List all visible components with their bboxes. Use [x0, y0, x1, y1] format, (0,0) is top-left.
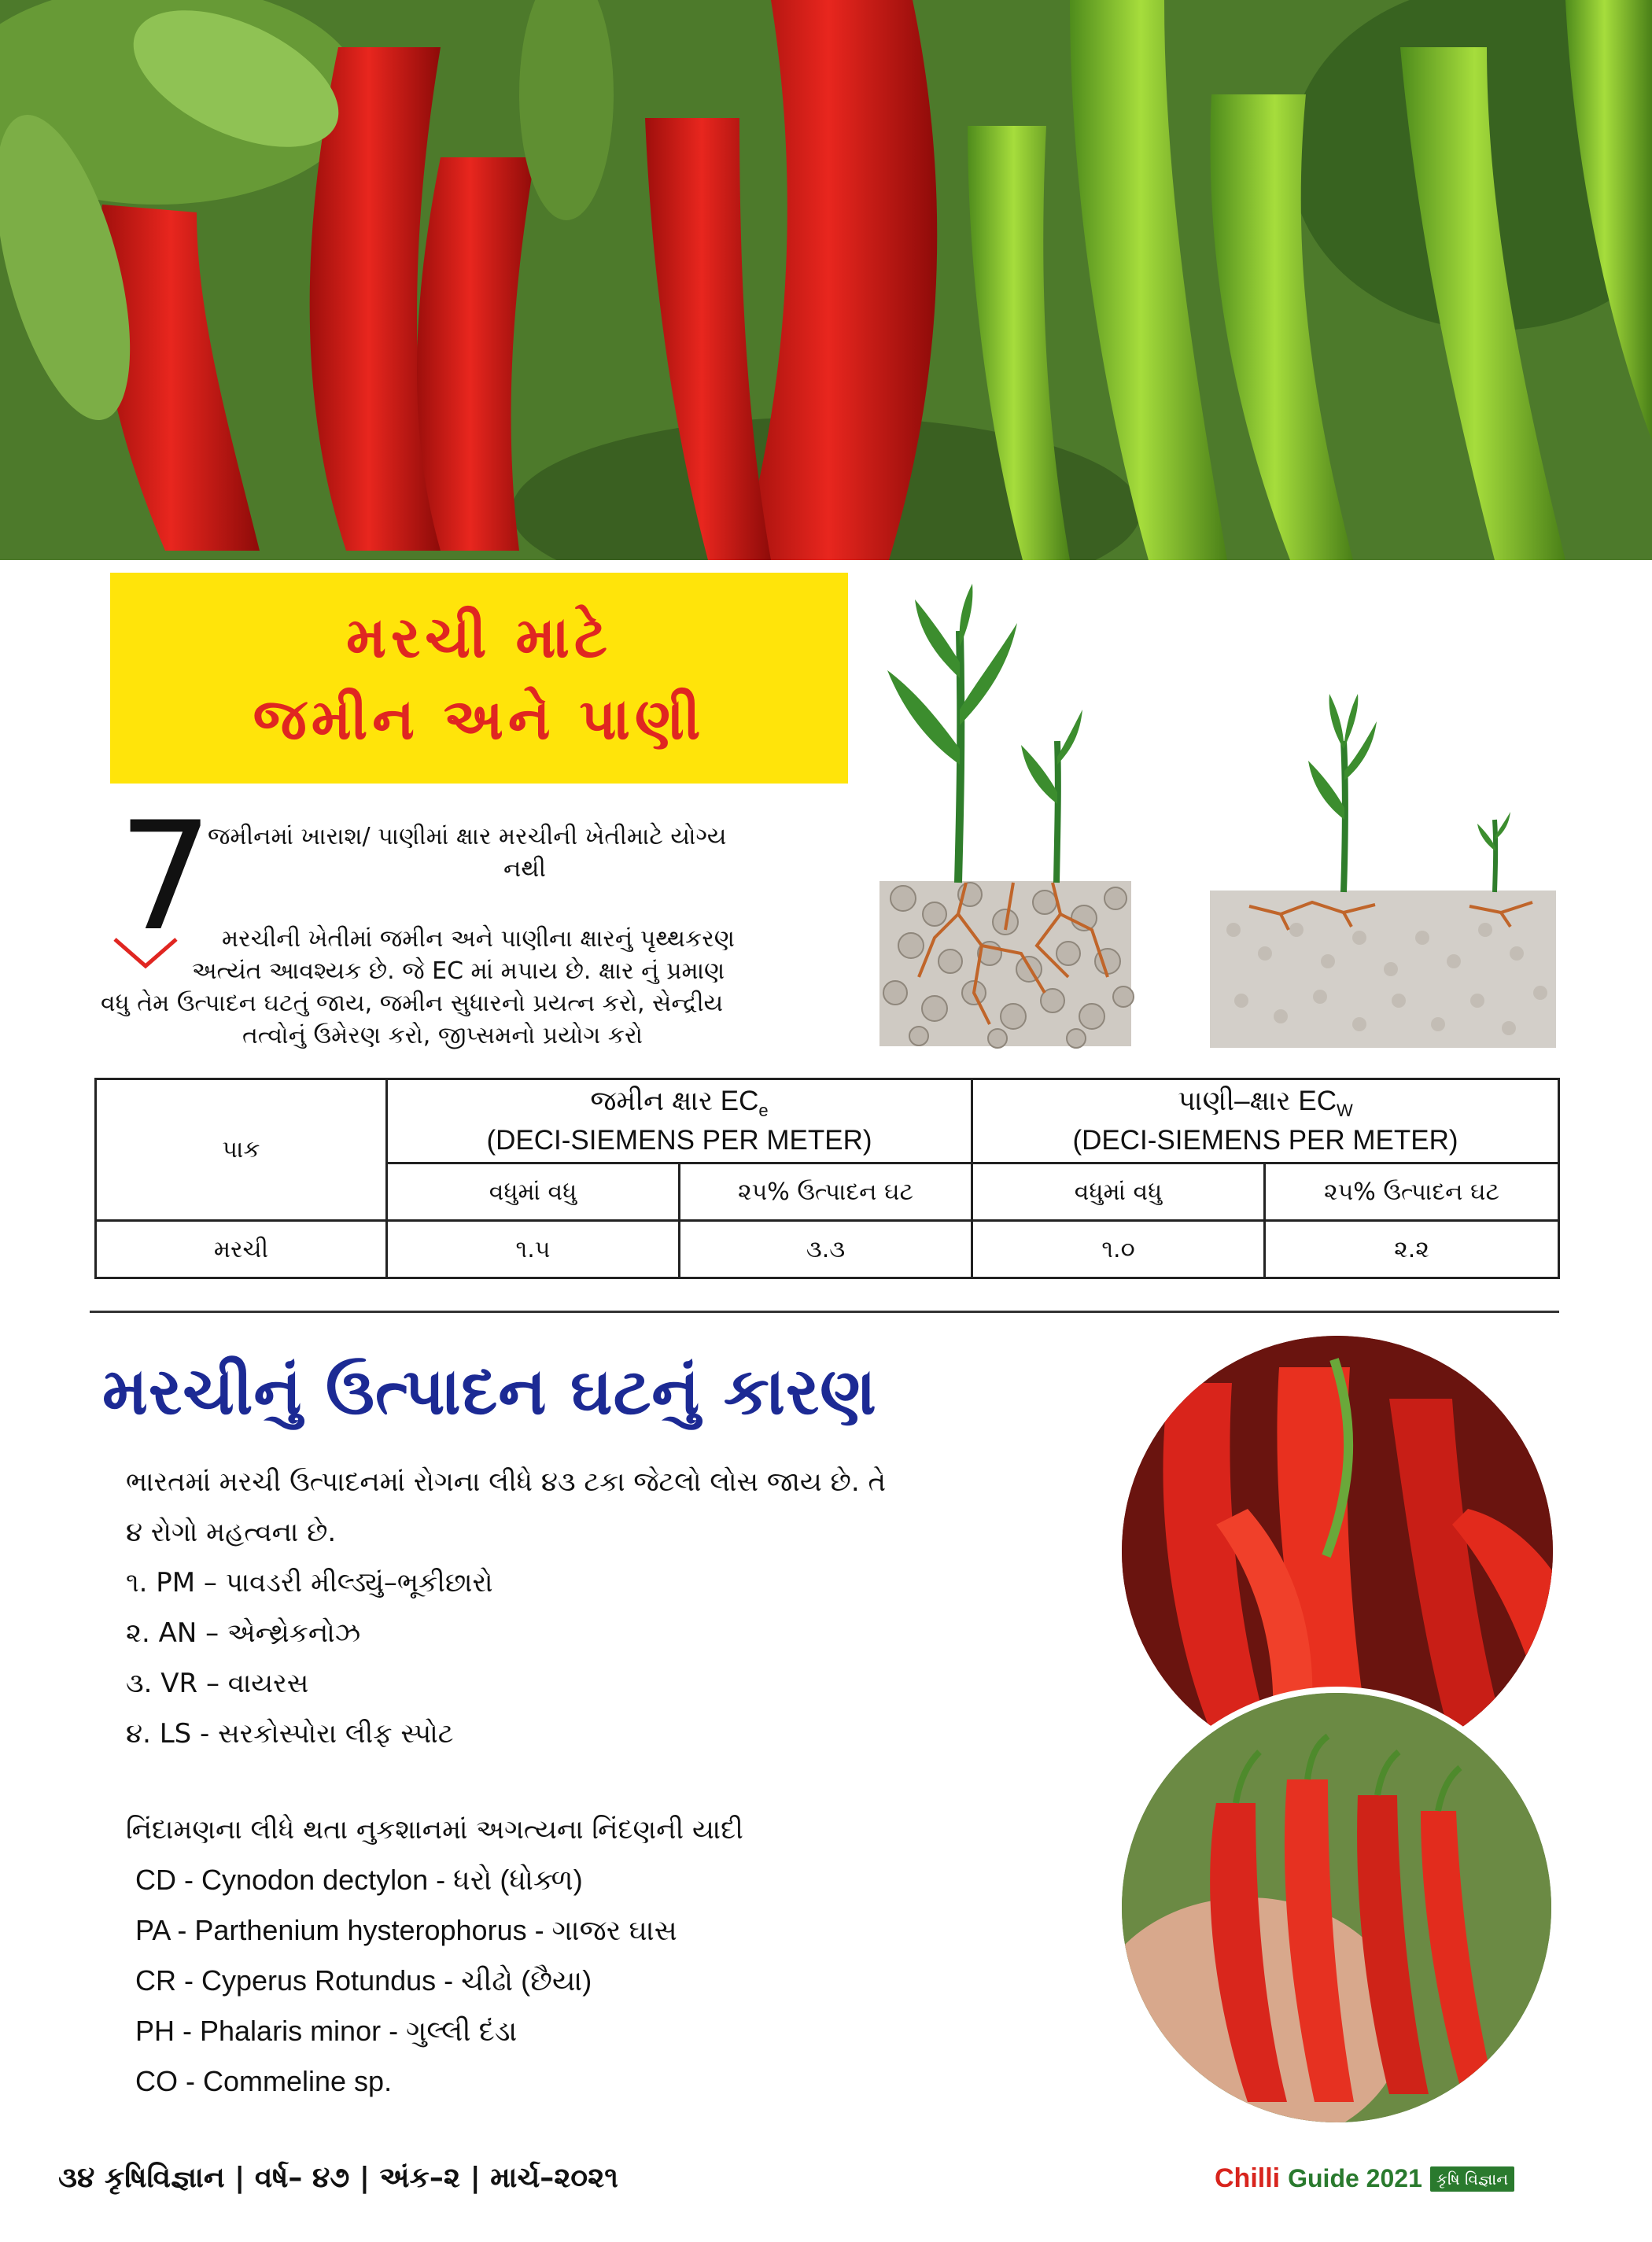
section-title: મરચીનું ઉત્પાદન ઘટનું કારણ [102, 1355, 877, 1429]
table-subheader: વધુમાં વધુ [972, 1163, 1265, 1221]
table-cell: ૨.૨ [1265, 1221, 1559, 1278]
weed-item: CO - Commeline sp. [135, 2065, 393, 2097]
weed-item: CR - Cyperus Rotundus - ચીઢો (છૈયા) [135, 1964, 592, 1997]
intro-line: નથી [503, 855, 546, 883]
footer-brand [1215, 2163, 1514, 2194]
intro-line: જમીનમાં ખારાશ/ પાણીમાં ક્ષાર મરચીની ખેતીમાટે યોગ્ય [208, 823, 727, 850]
soil-salinity-illustration [872, 584, 1561, 1056]
disease-item: ૧. PM – પાવડરી મીલ્ડ્યું–ભૂકીછારો [126, 1567, 493, 1599]
disease-item: ૩. VR – વાયરસ [126, 1668, 309, 1699]
title-line-2: જમીન અને પાણી [253, 685, 706, 752]
title-line-1: મરચી માટે [346, 603, 612, 670]
table-subheader: ૨૫% ઉત્પાદન ઘટ [1265, 1163, 1559, 1221]
weed-item: PA - Parthenium hysterophorus - ગાજર ઘાસ [135, 1914, 677, 1946]
ec-table [94, 1078, 1560, 1279]
table-header-crop: પાક [96, 1079, 387, 1221]
weed-item: CD - Cynodon dectylon - ધરો (ધોક્ળ) [135, 1864, 583, 1896]
intro-line: મરચીની ખેતીમાં જમીન અને પાણીના ક્ષારનું પૃથ્થકરણ [222, 925, 735, 953]
table-header-water: પાણી–ક્ષાર $EC_W$ (DECI-SIEMENS PER METER) [972, 1079, 1559, 1163]
chevron-down-icon [110, 935, 181, 974]
large-number: 7 [118, 790, 213, 964]
table-row [96, 1221, 1559, 1278]
intro-line: તત્વોનું ઉમેરણ કરો, જીપ્સમનો પ્રયોગ કરો [242, 1022, 643, 1049]
publication-logo: કૃષિ વિજ્ઞાન [1430, 2166, 1514, 2192]
intro-line: વધુ તેમ ઉત્પાદન ઘટતું જાય, જમીન સુધારનો પ્રયત્ન કરો, સેન્દ્રીય [101, 990, 724, 1017]
weed-item: PH - Phalaris minor - ગુલ્લી દંડા [135, 2015, 518, 2047]
table-cell: ૩.૩ [680, 1221, 972, 1278]
disease-item: ૪. LS - સરકોસ્પોરા લીફ સ્પોટ [126, 1718, 454, 1750]
table-cell-crop: મરચી [96, 1221, 387, 1278]
paragraph-line: ભારતમાં મરચી ઉત્પાદનમાં રોગના લીધે ૪૩ ટકા જેટલો લોસ જાય છે. તે [126, 1466, 886, 1498]
page-footer: ૩૪ કૃષિવિજ્ઞાન | વર્ષ– ૪૭ | અંક–૨ | માર્ચ–૨૦૨૧ [58, 2162, 618, 2194]
table-cell: ૧.૦ [972, 1221, 1265, 1278]
table-subheader: ૨૫% ઉત્પાદન ઘટ [680, 1163, 972, 1221]
table-cell: ૧.૫ [387, 1221, 680, 1278]
brand-chilli: Chilli [1215, 2163, 1281, 2193]
disease-item: ૨. AN – એન્થ્રેકનોઝ [126, 1617, 361, 1649]
section-divider [90, 1311, 1559, 1313]
paragraph-line: ૪ રોગો મહત્વના છે. [126, 1517, 337, 1548]
table-subheader: વધુમાં વધુ [387, 1163, 680, 1221]
table-header-soil: જમીન ક્ષાર $EC_e$ (DECI-SIEMENS PER METER) [387, 1079, 972, 1163]
hero-chilli-photo [0, 0, 1652, 560]
title-box [110, 573, 848, 784]
weeds-intro: નિંદામણના લીધે થતા નુકશાનમાં અગત્યના નિંદણની યાદી [126, 1814, 743, 1846]
chilli-plant-illustration [0, 0, 1652, 560]
intro-line: અત્યંત આવશ્યક છે. જે EC માં મપાય છે. ક્ષાર નું પ્રમાણ [192, 957, 725, 985]
brand-guide: Guide 2021 [1288, 2164, 1422, 2192]
chillies-in-hand-photo [1115, 1687, 1558, 2129]
